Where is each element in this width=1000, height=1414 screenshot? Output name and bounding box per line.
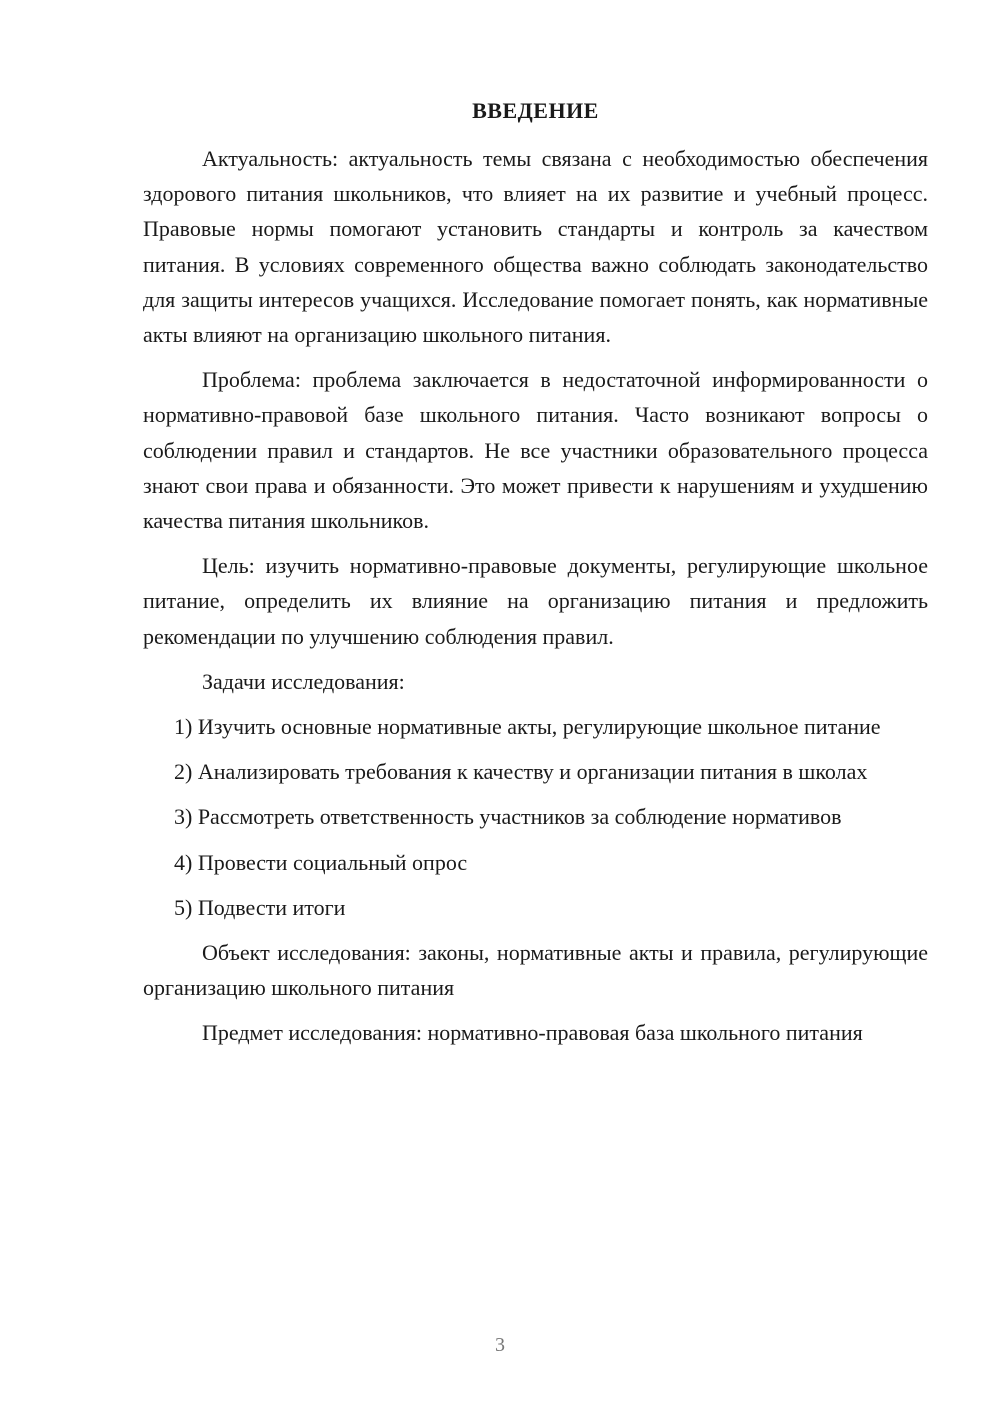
relevance-paragraph: Актуальность: актуальность темы связана с необходимостью обеспечения здорового питания школьников, что влияет на их развитие и учебный процесс. Правовые нормы помогают установить стандарты и контроль за качеством питания. В условиях современного общества важно соблюдать законодательство для защиты интересов учащихся. Исследование помогает понять, как нормативные акты влияют на организацию школьного питания. bbox=[143, 146, 928, 348]
subject-paragraph: Предмет исследования: нормативно-правовая база школьного питания bbox=[202, 1020, 863, 1046]
section-title: ВВЕДЕНИЕ bbox=[472, 98, 599, 123]
task-item: 1) Изучить основные нормативные акты, регулирующие школьное питание bbox=[174, 714, 881, 740]
object-paragraph: Объект исследования: законы, нормативные акты и правила, регулирующие организацию школьного питания bbox=[143, 940, 928, 1001]
task-item: 4) Провести социальный опрос bbox=[174, 849, 468, 875]
document-page bbox=[143, 95, 928, 1061]
task-item: 3) Рассмотреть ответственность участников за соблюдение нормативов bbox=[174, 804, 842, 830]
tasks-heading: Задачи исследования: bbox=[202, 668, 405, 694]
task-item: 2) Анализировать требования к качеству и организации питания в школах bbox=[174, 759, 868, 785]
page-number: 3 bbox=[495, 1334, 505, 1356]
task-item: 5) Подвести итоги bbox=[174, 894, 346, 920]
goal-paragraph: Цель: изучить нормативно-правовые документы, регулирующие школьное питание, определить их влияние на организацию питания и предложить рекомендации по улучшению соблюдения правил. bbox=[143, 553, 928, 649]
problem-paragraph: Проблема: проблема заключается в недостаточной информированности о нормативно-правовой базе школьного питания. Часто возникают вопросы о соблюдении правил и стандартов. Не все участники образовательного процесса знают свои права и обязанности. Это может привести к нарушениям и ухудшению качества питания школьников. bbox=[143, 367, 928, 534]
